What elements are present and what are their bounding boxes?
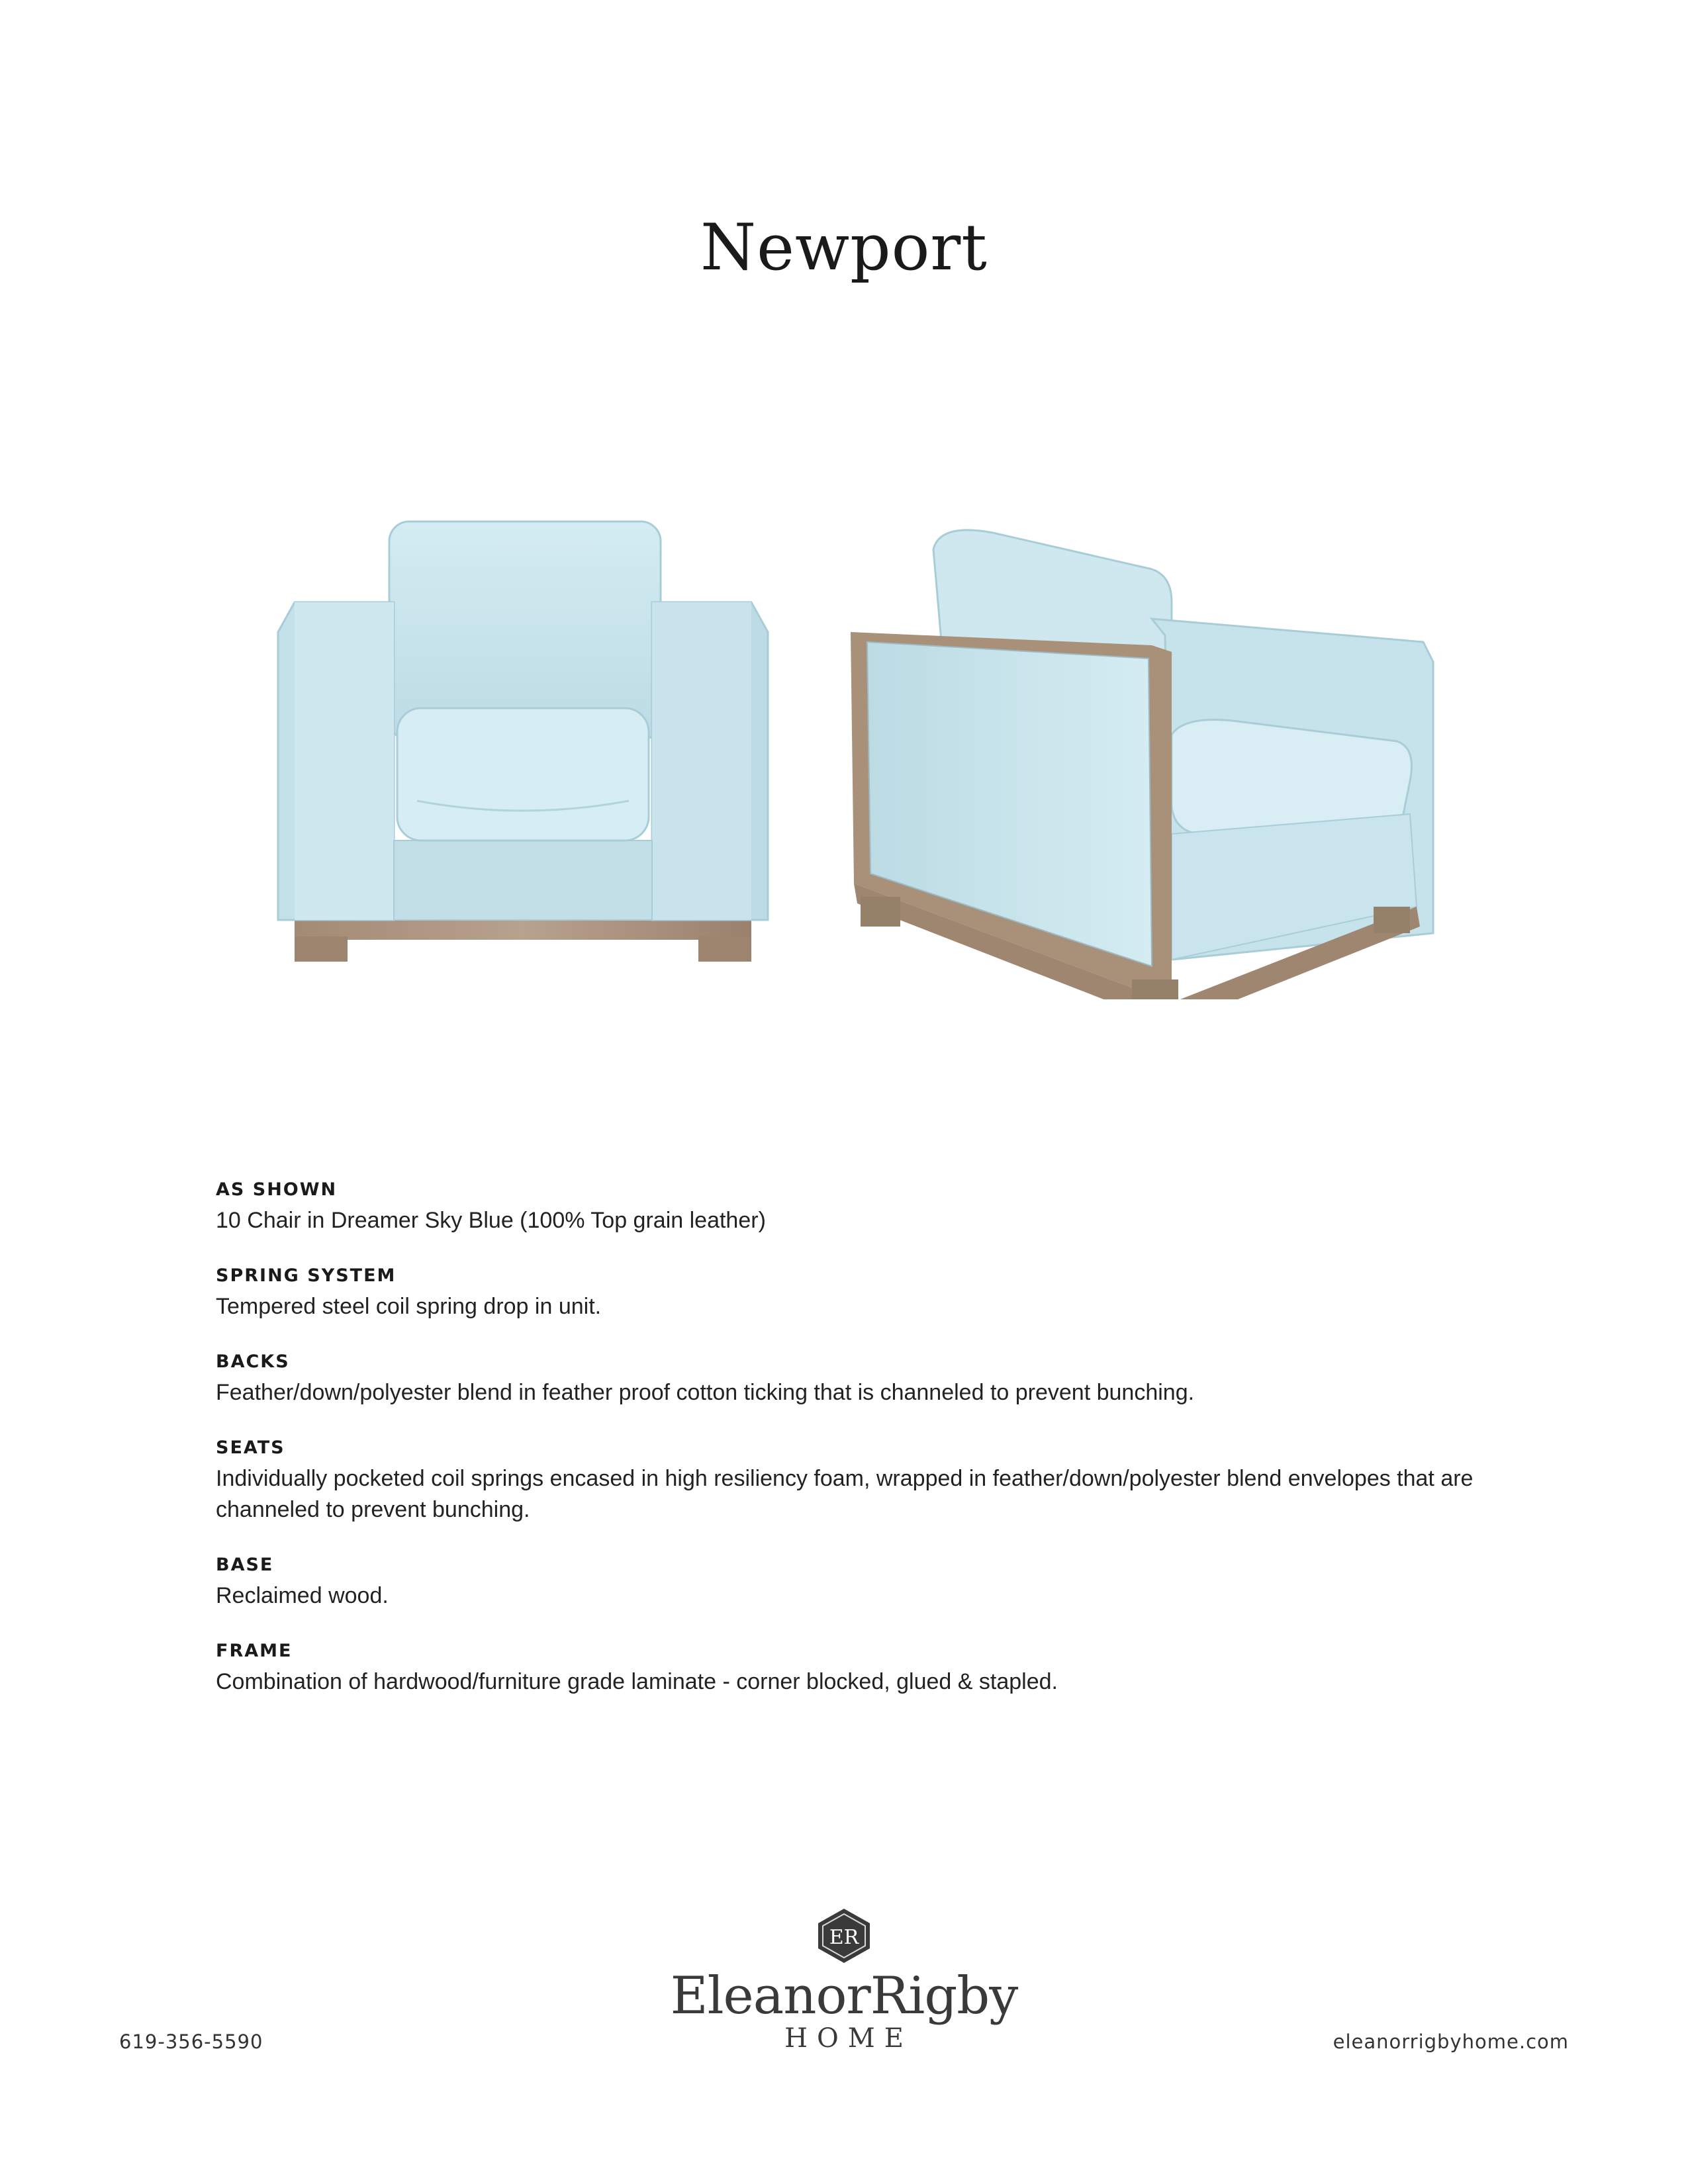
spec-value: Tempered steel coil spring drop in unit.	[216, 1294, 602, 1319]
product-photos	[0, 463, 1688, 1006]
chair-angled-image	[841, 503, 1456, 999]
specifications	[216, 1179, 1507, 1727]
brand-logo	[662, 1906, 1026, 2078]
spec-label: BASE	[216, 1555, 274, 1575]
svg-text:ER: ER	[829, 1926, 859, 1949]
spec-value: 10 Chair in Dreamer Sky Blue (100% Top grain leather)	[216, 1208, 766, 1233]
spec-base	[216, 1555, 1507, 1612]
logo-name: EleanorRigby	[670, 1966, 1018, 2026]
website-link[interactable]: eleanorrigbyhome.com	[1333, 2030, 1569, 2053]
spec-value: Feather/down/polyester blend in feather proof cotton ticking that is channeled to prevent bunching.	[216, 1380, 1195, 1405]
spec-label: BACKS	[216, 1351, 290, 1372]
logo-subtitle: HOME	[784, 2023, 913, 2054]
chair-front-image	[265, 490, 781, 966]
spec-frame	[216, 1641, 1507, 1698]
spec-label: SEATS	[216, 1437, 285, 1458]
monogram-shield-icon	[814, 1906, 874, 1966]
spec-backs	[216, 1351, 1507, 1408]
phone-number: 619-356-5590	[119, 2030, 263, 2053]
spec-seats	[216, 1437, 1507, 1525]
spec-value: Combination of hardwood/furniture grade laminate - corner blocked, glued & stapled.	[216, 1669, 1058, 1694]
spec-value: Individually pocketed coil springs encased in high resiliency foam, wrapped in feather/down/polyester blend envelopes that are channeled to prevent bunching.	[216, 1466, 1474, 1522]
spec-value: Reclaimed wood.	[216, 1583, 389, 1608]
page-title: Newport	[700, 210, 988, 285]
spec-label: SPRING SYSTEM	[216, 1265, 397, 1286]
spec-label: AS SHOWN	[216, 1179, 338, 1200]
spec-spring-system	[216, 1265, 1507, 1322]
spec-label: FRAME	[216, 1641, 293, 1661]
spec-as-shown	[216, 1179, 1507, 1236]
